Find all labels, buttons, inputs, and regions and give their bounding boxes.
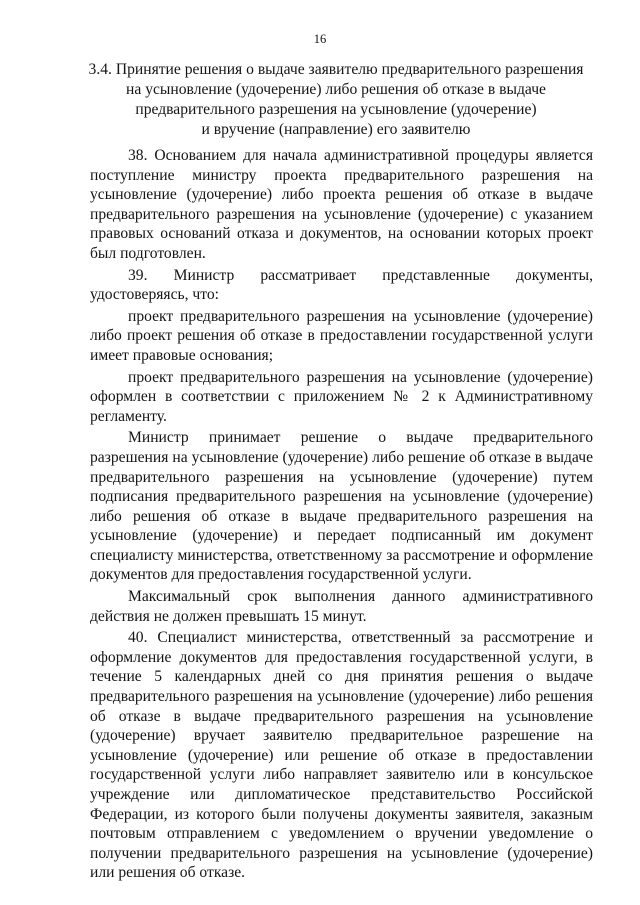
page-number: 16 <box>313 32 327 46</box>
paragraph-40: 40. Специалист министерства, ответственный за рассмотрение и оформление документов для предоставления государственной услуги, в течение 5 календарных дней со дня принятия решения о выдаче предварительного разрешения на усыновление (удочерение) либо решения об отказе в выдаче предварительного разрешения на усыновление (удочерение) вручает заявителю предварительное разрешение на усыновление (удочерение) или решение об отказе в предоставлении государственной услуги либо направляет заявителю или в консульское учреждение или дипломатическое представительство Российской Федерации, из которого были получены документы заявителя, заказным почтовым отправлением с уведомлением о вручении уведомление о получении предварительного разрешения на усыновление (удочерение) или решения об отказе. <box>90 629 593 882</box>
paragraph-39: 39. Министр рассматривает представленные документы, удостоверяясь, что: <box>90 266 593 304</box>
section-heading-line: 3.4. Принятие решения о выдаче заявителю предварительного разрешения <box>88 61 584 78</box>
document-body <box>90 146 593 883</box>
section-heading-line: предварительного разрешения на усыновление (удочерение) <box>135 101 537 118</box>
section-heading-line: на усыновление (удочерение) либо решения об отказе в выдаче <box>126 81 546 98</box>
paragraph-38: 38. Основанием для начала административной процедуры является поступление министру проекта предварительного разрешения на усыновление (удочерение) либо проекта решения об отказе в выдаче предварительного разрешения на усыновление (удочерение) с указанием правовых оснований отказа и документов, на основании которых проект был подготовлен. <box>90 147 593 262</box>
section-heading <box>86 60 586 140</box>
paragraph-minister-decision: Министр принимает решение о выдаче предварительного разрешения на усыновление (удочерение) либо решение об отказе в выдаче предварительного разрешения на усыновление (удочерение) путем подписания предварительного разрешения на усыновление (удочерение) либо решения об отказе в выдаче предварительного разрешения на усыновление (удочерение) и передает подписанный им документ специалисту министерства, ответственному за рассмотрение и оформление документов для предоставления государственной услуги. <box>90 429 593 584</box>
paragraph-time-limit: Максимальный срок выполнения данного административного действия не должен превышать 15 минут. <box>90 588 593 625</box>
section-heading-line: и вручение (направление) его заявителю <box>201 121 471 138</box>
paragraph-39-item-2: проект предварительного разрешения на усыновление (удочерение) оформлен в соответствии с приложением № 2 к Административному регламенту. <box>90 368 593 425</box>
paragraph-39-item-1: проект предварительного разрешения на усыновление (удочерение) либо проект решения об отказе в предоставлении государственной услуги имеет правовые основания; <box>90 307 593 364</box>
